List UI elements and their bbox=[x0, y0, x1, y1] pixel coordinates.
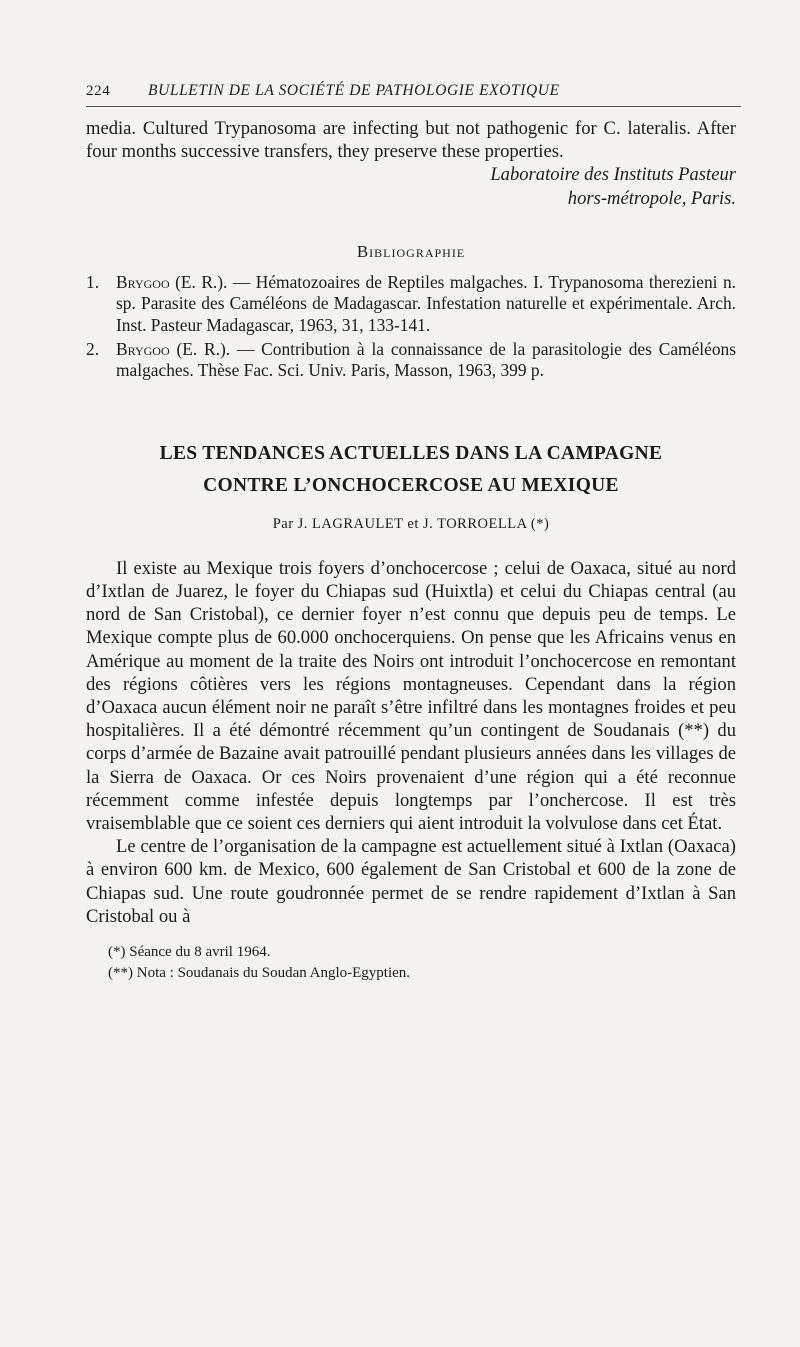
reference-item bbox=[86, 339, 736, 382]
page bbox=[86, 82, 736, 984]
article-title bbox=[86, 438, 736, 502]
running-header bbox=[86, 82, 741, 107]
footnote-2: (**) Nota : Soudanais du Soudan Anglo-Egyptien. bbox=[108, 965, 411, 982]
reference-text bbox=[116, 272, 736, 337]
article-paragraph-1: Il existe au Mexique trois foyers d’onchocercose ; celui de Oaxaca, situé au nord d’Ixtlan de Juarez, le foyer du Chiapas sud (Huixtla) et celui du Chiapas central (au nord de San Cristobal), ce dernier foyer n’est connu que depuis peu de temps. Le Mexique compte plus de 60.000 onchocerquiens. On pense que les Africains venus en Amérique au moment de la traite des Noirs ont introduit l’onchocercose en remontant des régions côtières vers les régions montagneuses. Cependant dans la région d’Oaxaca aucun élément noir ne paraît s’être infiltré dans les montagnes froides et peu hospitalières. Il a été démontré récemment qu’un contingent de Soudanais (**) du corps d’armée de Bazaine avait patrouillé pendant plusieurs années dans les villages de la Sierra de Oaxaca. Or ces Noirs provenaient d’une région qui a été reconnue récemment comme infestée depuis longtemps par l’onchercose. Il est très vraisemblable que ce soient ces derniers qui aient introduit la volvulose dans cet État. bbox=[86, 557, 736, 835]
reference-number: 1. bbox=[86, 271, 100, 292]
reference-item bbox=[86, 272, 736, 337]
reference-author: Brygoo (E. R.). bbox=[116, 338, 231, 359]
article-authors: Par J. LAGRAULET et J. TORROELLA (*) bbox=[272, 515, 550, 532]
reference-author: Brygoo (E. R.). bbox=[116, 271, 228, 292]
bibliography-heading: Bibliographie bbox=[356, 241, 466, 261]
affiliation-line-2: hors-métropole, Paris. bbox=[567, 187, 736, 209]
reference-text bbox=[116, 339, 736, 382]
affiliation-line-1: Laboratoire des Instituts Pasteur bbox=[490, 164, 736, 186]
journal-title: BULLETIN DE LA SOCIÉTÉ DE PATHOLOGIE EXOTIQUE bbox=[148, 82, 560, 99]
previous-article-paragraph: media. Cultured Trypanosoma are infecting but not pathogenic for C. lateralis. After four months successive transfers, they preserve these properties. bbox=[86, 118, 736, 163]
reference-body: — Contribution à la connaissance de la parasitologie des Caméléons malgaches. Thèse Fac. Sci. Univ. Paris, Masson, 1963, 399 p. bbox=[116, 338, 736, 381]
article-title-line-1: LES TENDANCES ACTUELLES DANS LA CAMPAGNE bbox=[159, 442, 663, 464]
article-paragraph-2: Le centre de l’organisation de la campagne est actuellement situé à Ixtlan (Oaxaca) à environ 600 km. de Mexico, 600 également de San Cristobal et 600 de la zone de Chiapas sud. Une route goudronnée permet de se rendre rapidement d’Ixtlan à San Cristobal ou à bbox=[86, 836, 736, 927]
reference-number: 2. bbox=[86, 338, 100, 359]
page-number: 224 bbox=[86, 83, 111, 99]
footnotes bbox=[86, 942, 736, 984]
footnote-1: (*) Séance du 8 avril 1964. bbox=[108, 944, 271, 961]
reference-body: — Hématozoaires de Reptiles malgaches. I. Trypanosoma therezieni n. sp. Parasite des Caméléons de Madagascar. Infestation naturelle et expérimentale. Arch. Inst. Pasteur Madagascar, 1963, 31, 133-141. bbox=[116, 271, 736, 335]
article-title-line-2: CONTRE L’ONCHOCERCOSE AU MEXIQUE bbox=[203, 474, 619, 496]
